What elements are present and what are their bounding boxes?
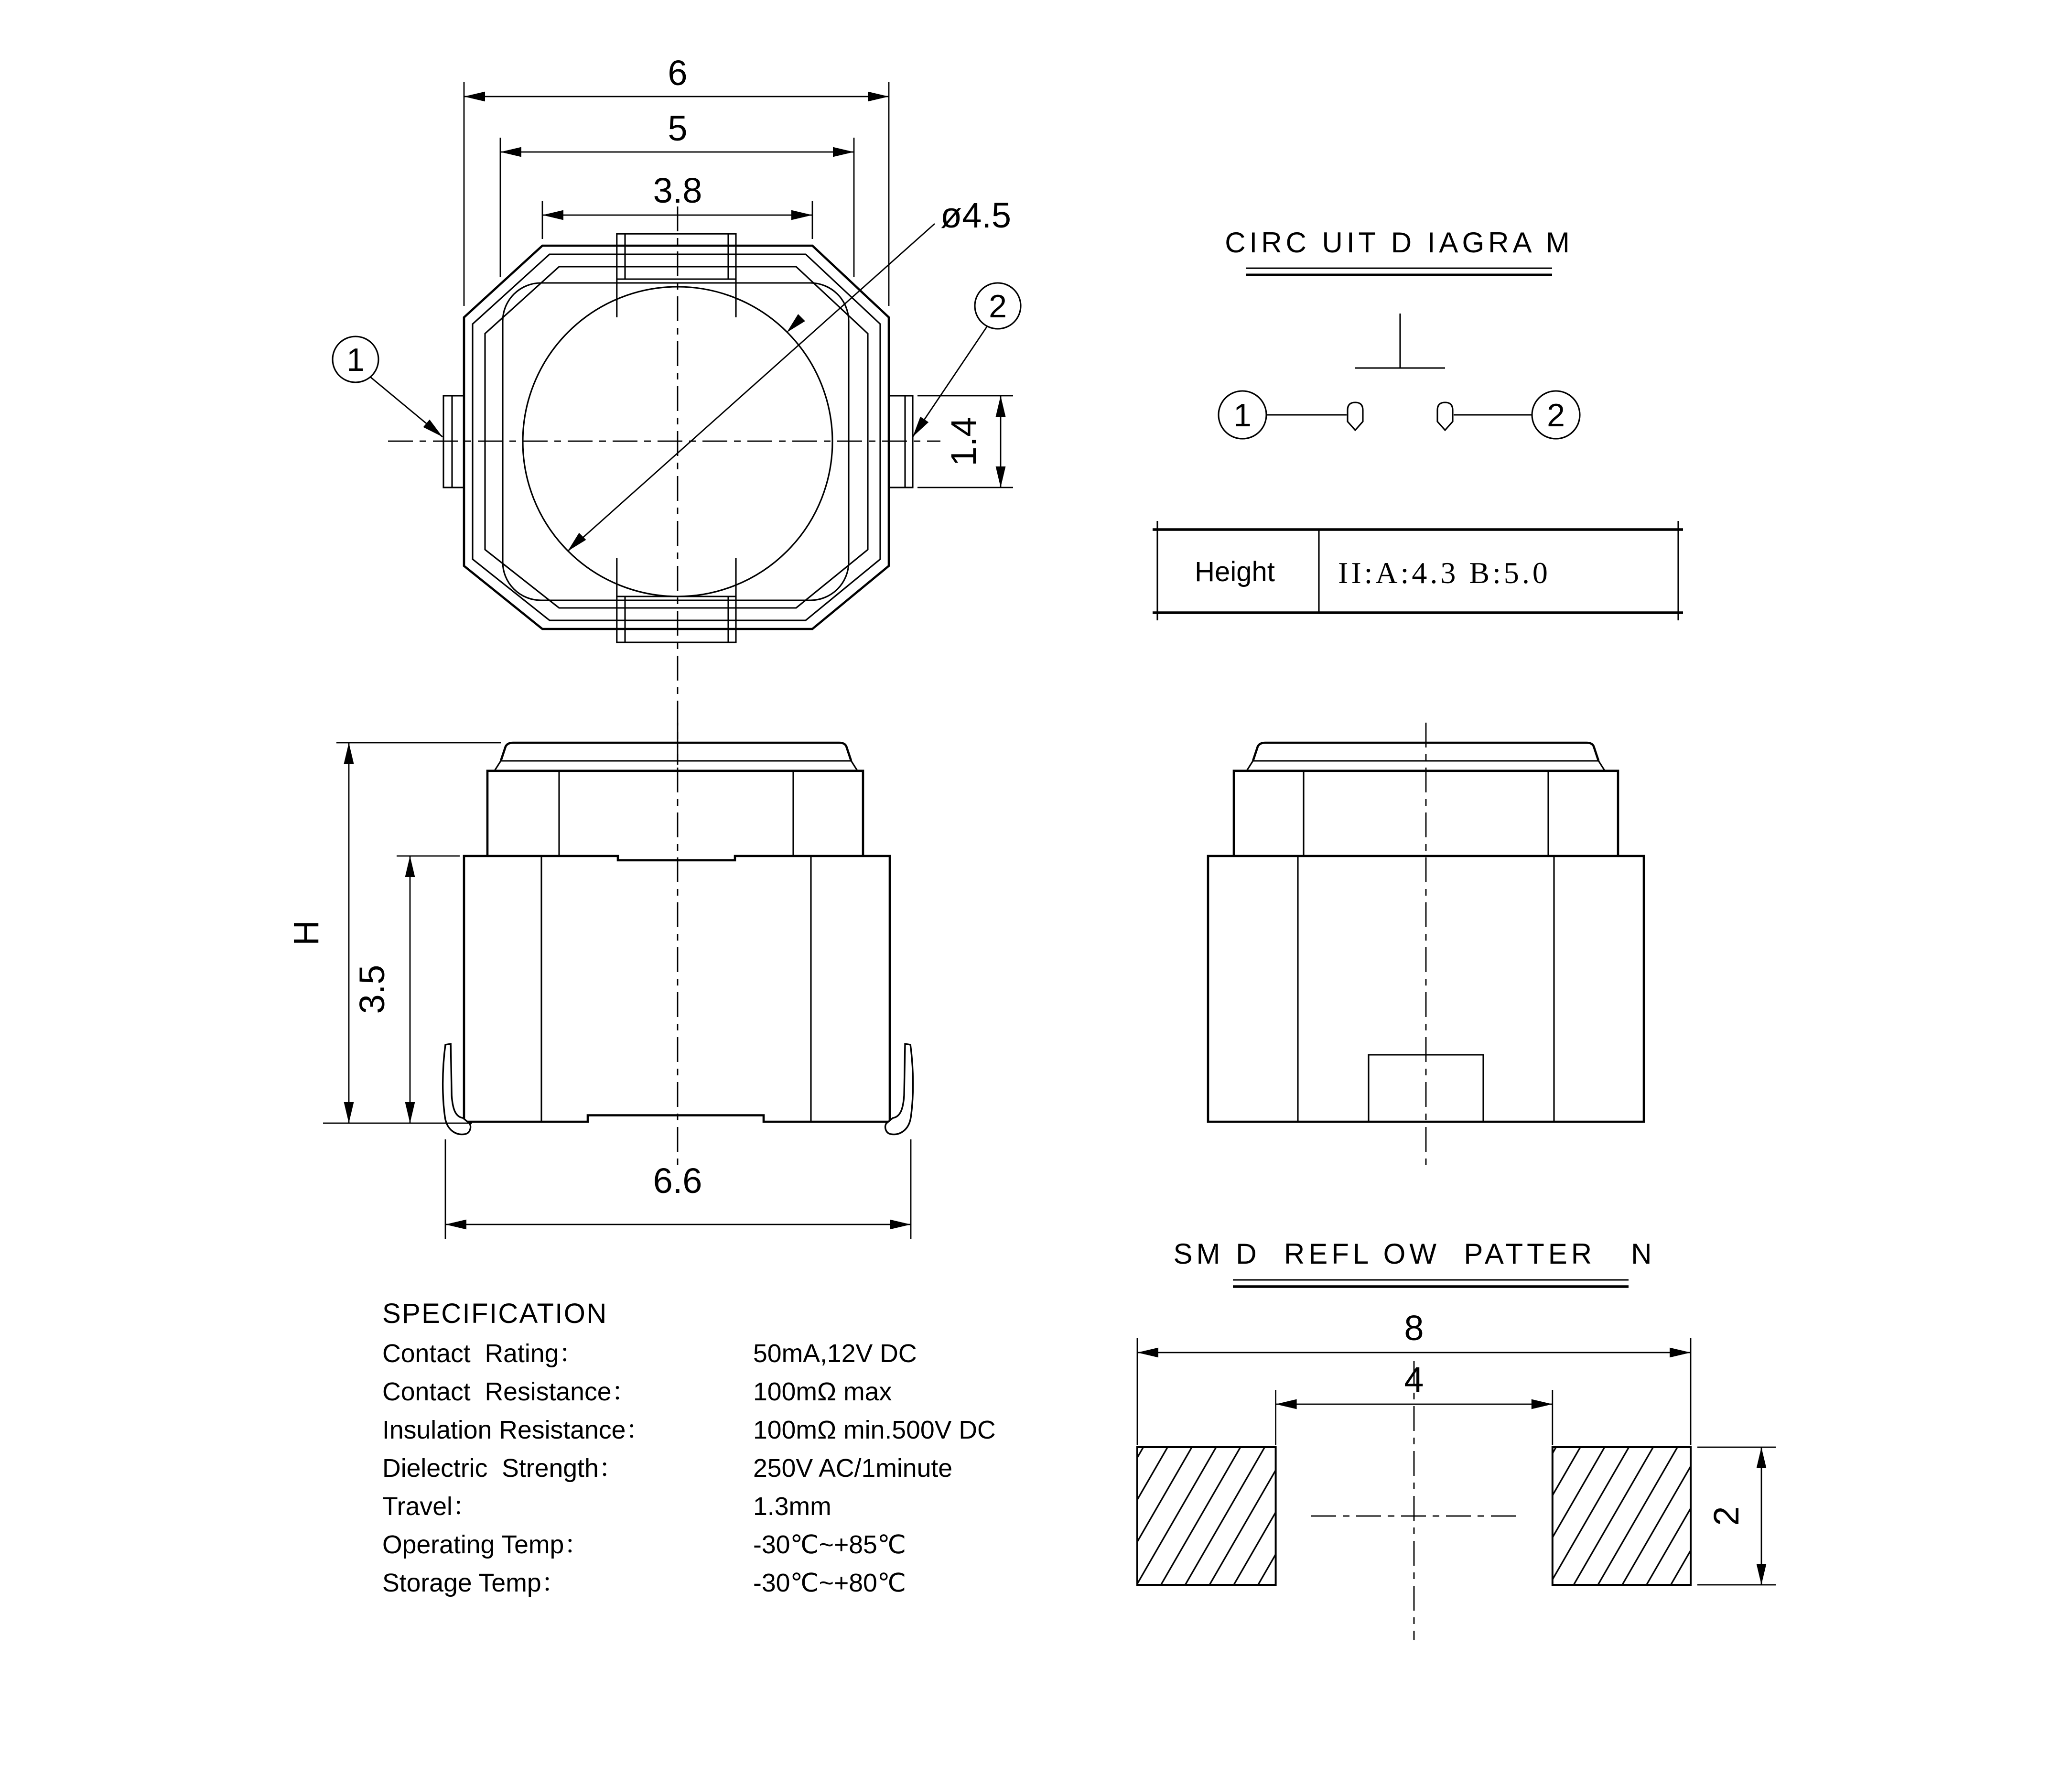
spec-row-value: 250V AC/1minute — [753, 1454, 953, 1483]
dim-8-label: 8 — [1404, 1308, 1424, 1348]
side-main-body — [1208, 856, 1644, 1122]
circuit-title: CIRC UIT D IAGRA M — [1225, 227, 1574, 259]
smd-title: SM D REFL OW PATTER N — [1173, 1238, 1656, 1270]
dim-3-5-label: 3.5 — [352, 964, 392, 1014]
body-outline-outer — [464, 246, 889, 629]
spec-row-label: Dielectric Strength： — [382, 1454, 625, 1483]
dim-3-8-label: 3.8 — [653, 171, 702, 210]
spec-title: SPECIFICATION — [382, 1298, 608, 1329]
dim-6-6-label: 6.6 — [653, 1161, 702, 1201]
dimension-dia-4-5 — [564, 195, 1011, 555]
dimension-2 — [1697, 1447, 1776, 1585]
pin1-balloon-label: 1 — [346, 342, 365, 378]
specification-block — [382, 1298, 996, 1597]
dimension-H — [286, 743, 501, 1123]
front-leg-left — [443, 1044, 471, 1135]
spec-row-value: 100mΩ min.500V DC — [753, 1416, 996, 1444]
spec-row-label: Contact Resistance： — [382, 1377, 637, 1406]
spec-row-label: Travel： — [382, 1492, 478, 1521]
circuit-contact-left — [1348, 402, 1363, 430]
smd-pad-left — [1137, 1447, 1276, 1585]
dim-5-label: 5 — [668, 108, 688, 148]
spec-row-value: -30℃~+85℃ — [753, 1530, 906, 1559]
height-table — [1153, 521, 1683, 620]
side-view — [1208, 723, 1644, 1170]
dim-2-label: 2 — [1706, 1506, 1746, 1526]
front-view — [286, 723, 913, 1239]
top-view — [333, 53, 1021, 765]
front-main-body — [464, 856, 890, 1122]
circuit-contact-right — [1437, 402, 1453, 430]
front-cap — [501, 743, 851, 761]
spec-row-value: 100mΩ max — [753, 1377, 892, 1406]
pin2-balloon-label: 2 — [989, 288, 1007, 325]
height-table-value: II:A:4.3 B:5.0 — [1338, 556, 1551, 590]
smd-reflow-pattern — [1137, 1238, 1776, 1640]
dim-H-label: H — [286, 920, 326, 946]
dim-6-label: 6 — [668, 53, 688, 93]
front-upper-body — [487, 771, 863, 856]
body-outline-inner — [485, 267, 868, 608]
spec-row-value: 50mA,12V DC — [753, 1339, 917, 1368]
circuit-diagram — [1219, 227, 1580, 439]
body-outline-mid — [473, 254, 880, 620]
dim-1-4-label: 1.4 — [944, 417, 983, 466]
dim-4-label: 4 — [1404, 1360, 1424, 1399]
dimension-6-6 — [445, 1139, 911, 1239]
spec-row-label: Storage Temp： — [382, 1569, 567, 1597]
circuit-pin1-label: 1 — [1233, 397, 1252, 433]
smd-pad-right — [1553, 1447, 1691, 1585]
spec-row-label: Contact Rating： — [382, 1339, 584, 1368]
circuit-pin2-label: 2 — [1547, 397, 1565, 433]
spec-row-value: 1.3mm — [753, 1492, 831, 1521]
height-table-label: Height — [1195, 556, 1275, 587]
spec-row-value: -30℃~+80℃ — [753, 1569, 906, 1597]
spec-row-label: Insulation Resistance： — [382, 1416, 652, 1444]
pin1-balloon — [333, 336, 446, 441]
spec-row-label: Operating Temp： — [382, 1530, 590, 1559]
dim-dia-label: ø4.5 — [940, 195, 1012, 235]
